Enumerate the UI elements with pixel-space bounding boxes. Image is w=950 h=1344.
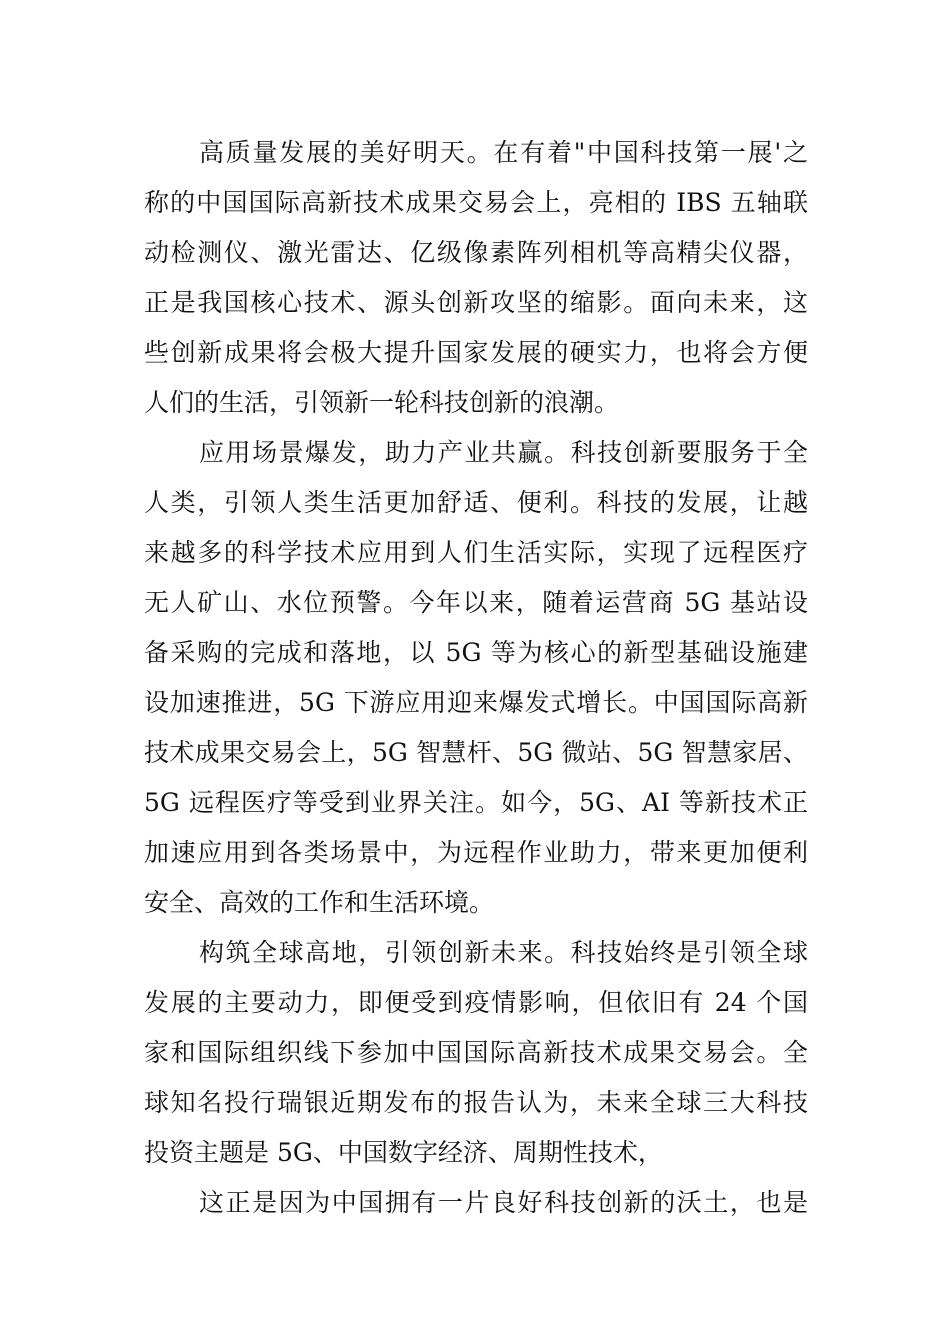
text-line: 技术成果交易会上，5G 智慧杆、5G 微站、5G 智慧家居、 — [144, 738, 808, 767]
text-line: 投资主题是 5G、中国数字经济、周期性技术， — [144, 1138, 663, 1167]
text-line: 些创新成果将会极大提升国家发展的硬实力，也将会方便 — [144, 338, 808, 367]
paragraph — [144, 128, 808, 428]
text-line: 高质量发展的美好明天。在有着"中国科技第一展'之 — [199, 138, 808, 167]
text-line: 应用场景爆发，助力产业共赢。科技创新要服务于全 — [199, 438, 808, 467]
paragraph — [144, 1178, 808, 1228]
text-line: 人们的生活，引领新一轮科技创新的浪潮。 — [144, 388, 620, 417]
text-line: 人类，引领人类生活更加舒适、便利。科技的发展，让越 — [144, 488, 808, 517]
text-line: 5G 远程医疗等受到业界关注。如今，5G、AI 等新技术正 — [144, 788, 808, 817]
text-line: 发展的主要动力，即便受到疫情影响，但依旧有 24 个国 — [144, 988, 808, 1017]
paragraph — [144, 928, 808, 1178]
text-line: 无人矿山、水位预警。今年以来，随着运营商 5G 基站设 — [144, 588, 808, 617]
text-line: 安全、高效的工作和生活环境。 — [144, 888, 495, 917]
text-line: 构筑全球高地，引领创新未来。科技始终是引领全球 — [199, 938, 808, 967]
text-line: 设加速推进，5G 下游应用迎来爆发式增长。中国国际高新 — [144, 688, 808, 717]
text-line: 这正是因为中国拥有一片良好科技创新的沃土，也是 — [199, 1188, 808, 1217]
text-line: 动检测仪、激光雷达、亿级像素阵列相机等高精尖仪器， — [144, 238, 808, 267]
text-line: 正是我国核心技术、源头创新攻坚的缩影。面向未来，这 — [144, 288, 808, 317]
paragraph — [144, 428, 808, 928]
text-line: 来越多的科学技术应用到人们生活实际，实现了远程医疗 — [144, 538, 808, 567]
text-line: 球知名投行瑞银近期发布的报告认为，未来全球三大科技 — [144, 1088, 808, 1117]
text-line: 家和国际组织线下参加中国国际高新技术成果交易会。全 — [144, 1038, 808, 1067]
text-line: 加速应用到各类场景中，为远程作业助力，带来更加便利 — [144, 838, 808, 867]
text-line: 备采购的完成和落地，以 5G 等为核心的新型基础设施建 — [144, 638, 808, 667]
text-line: 称的中国国际高新技术成果交易会上，亮相的 IBS 五轴联 — [144, 188, 808, 217]
document-body — [144, 128, 808, 1228]
